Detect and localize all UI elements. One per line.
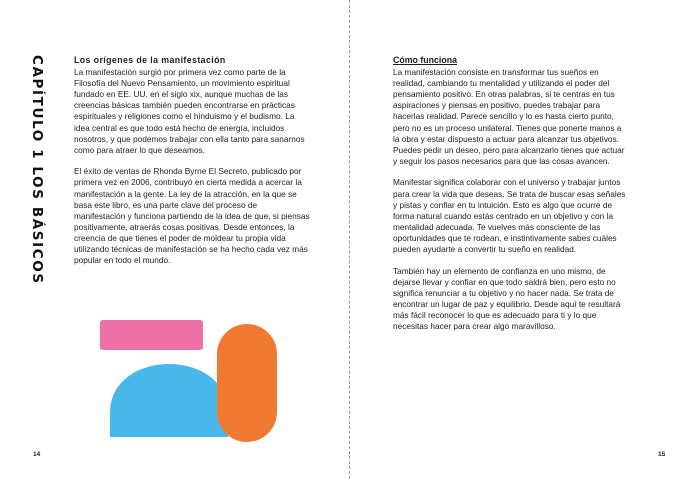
page-gutter: [349, 0, 350, 479]
orange-rounded-shape: [217, 324, 277, 442]
blue-semicircle-shape: [110, 364, 228, 437]
page-number-left: 14: [33, 451, 41, 458]
left-text-block: [74, 55, 310, 277]
right-page: [351, 0, 700, 479]
chapter-title: [29, 55, 45, 285]
paragraph: La manifestación surgió por primera vez como parte de la Filosofía del Nuevo Pensamiento, un movimiento espiritual fundado en EE. UU. en el siglo xix, aunque muchas de las creencias básicas también pueden encontrarse en prácticas espirituales y religiones como el hinduismo y el budismo. La idea central es que todo está hecho de energía, incluidos nosotros, y que podemos trabajar con ella tanto para sanarnos como para atraer lo que deseamos.: [74, 67, 305, 155]
paragraph: La manifestación consiste en transformar tus sueños en realidad, cambiando tu mentalidad y utilizando el poder del pensamiento positivo. En otras palabras, si te centras en tus aspiraciones y piensas en positivo, puedes trabajar para hacerlas realidad. Parece sencillo y lo es hasta cierto punto, pero no es un proceso unilateral. Tienes que ponerte manos a la obra y estar dispuesto a actuar para alcanzar tus objetivos. Puedes pedir un deseo, pero para alcanzarlo tienes que actuar y seguir los pasos necesarios para que las cosas avancen.: [393, 67, 625, 166]
page-number-right: 15: [658, 451, 666, 458]
chapter-title-text: CAPÍTULO 1 LOS BÁSICOS: [29, 55, 45, 285]
section-heading-origins: Los orígenes de la manifestación: [74, 55, 226, 65]
right-text-block: [393, 55, 630, 343]
abstract-shapes-illustration: [90, 318, 280, 443]
section-heading-how-it-works: Cómo funciona: [393, 55, 458, 65]
left-page: [0, 0, 349, 479]
pink-rectangle-shape: [100, 320, 203, 350]
paragraph: Manifestar significa colaborar con el universo y trabajar juntos para crear la vida que deseas. Se trata de buscar esas señales y pistas y confiar en tu intuición. Esto es algo que ocurre de forma natural cuando estás centrado en un objetivo y con la mentalidad adecuada. Te vuelves más consciente de las oportunidades que te rodean, e instintivamente sabes cuáles pueden ayudarte a convertir tu sueño en realidad.: [393, 177, 626, 254]
paragraph: También hay un elemento de confianza en uno mismo, de dejarse llevar y confiar en que todo saldrá bien, pero esto no significa renunciar a tu objetivo y no hacer nada. Se trata de encontrar un lugar de paz y equilibrio. Desde aquí te resultará más fácil reconocer lo que es adecuado para ti y lo que necesitas hacer para crear algo maravilloso.: [393, 265, 621, 332]
paragraph: El éxito de ventas de Rhonda Byrne El Secreto, publicado por primera vez en 2006, contribuyó en cierta medida a acercar la manifestación a la gente. La ley de la atracción, en la que se basa este libro, es una parte clave del proceso de manifestación y funciona partiendo de la idea de que, si piensas positivamente, atraerás cosas positivas. Desde entonces, la creencia de que tienes el poder de moldear tu propia vida utilizando técnicas de manifestación se ha hecho cada vez más popular en todo el mundo.: [74, 166, 310, 266]
